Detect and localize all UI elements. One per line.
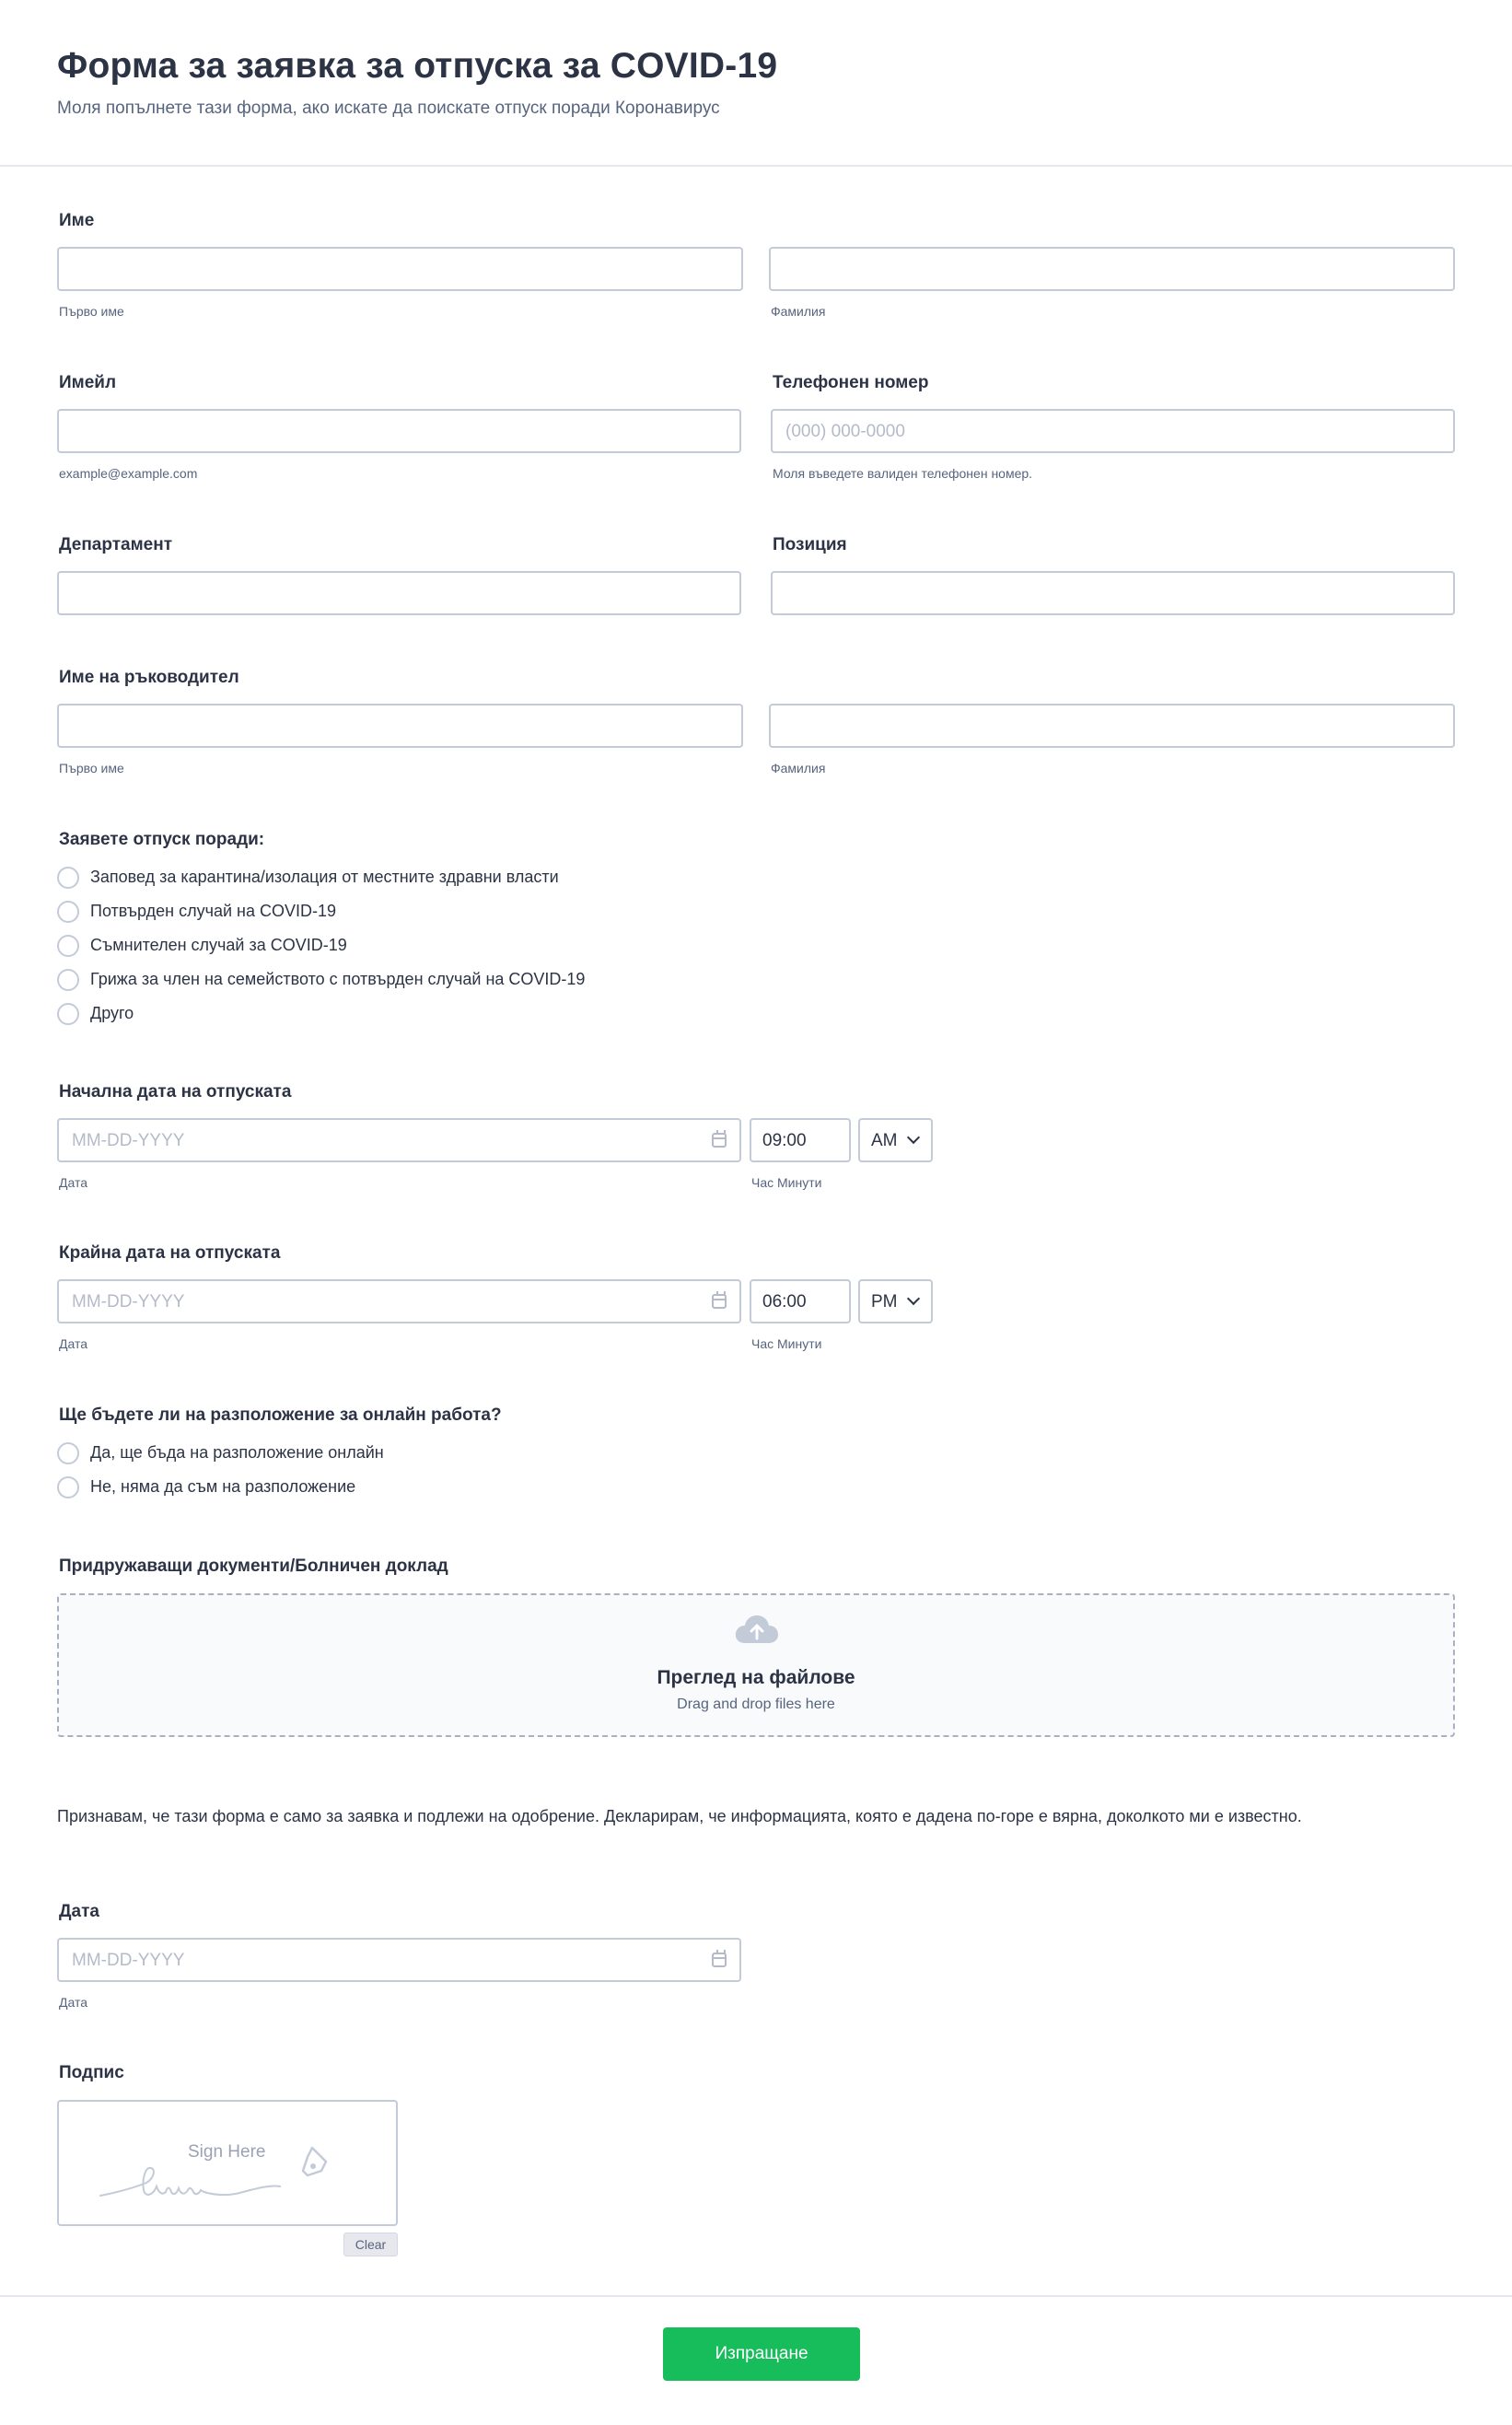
form-title: Форма за заявка за отпуска за COVID-19 xyxy=(57,46,778,86)
radio-button[interactable] xyxy=(57,901,79,923)
manager-first-name-sublabel: Първо име xyxy=(59,761,124,775)
leave-reason-label: Заявете отпуск поради: xyxy=(59,830,265,849)
end-time-input[interactable] xyxy=(750,1279,851,1323)
form-header xyxy=(0,0,1512,167)
sign-date-sublabel: Дата xyxy=(59,1995,88,2010)
end-date-sublabel: Дата xyxy=(59,1336,88,1351)
start-time-input[interactable] xyxy=(750,1118,851,1162)
start-date-input[interactable] xyxy=(57,1118,741,1162)
phone-label: Телефонен номер xyxy=(773,373,929,392)
position-label: Позиция xyxy=(773,535,847,554)
start-ampm-select[interactable] xyxy=(858,1118,933,1162)
end-date-placeholder: MM-DD-YYYY xyxy=(72,1292,185,1312)
leave-reason-option-label: Заповед за карантина/изолация от местните здравни власти xyxy=(90,868,559,886)
manager-last-name-input[interactable] xyxy=(769,704,1455,748)
sign-date-input[interactable] xyxy=(57,1938,741,1982)
manager-label: Име на ръководител xyxy=(59,668,239,687)
position-input[interactable] xyxy=(771,571,1455,615)
calendar-icon[interactable] xyxy=(712,1294,727,1309)
file-upload-dropzone[interactable] xyxy=(57,1593,1455,1737)
leave-reason-option-label: Съмнителен случай за COVID-19 xyxy=(90,936,347,954)
phone-placeholder: (000) 000-0000 xyxy=(785,422,905,441)
end-ampm-value: PM xyxy=(871,1292,898,1312)
upload-subtitle: Drag and drop files here xyxy=(677,1696,835,1712)
last-name-sublabel: Фамилия xyxy=(771,304,826,319)
end-date-label: Крайна дата на отпуската xyxy=(59,1243,281,1263)
calendar-icon[interactable] xyxy=(712,1953,727,1967)
end-time-sublabel: Час Минути xyxy=(751,1336,822,1351)
signature-scribble-icon xyxy=(96,2139,372,2212)
name-label: Име xyxy=(59,211,95,230)
sign-date-placeholder: MM-DD-YYYY xyxy=(72,1951,185,1970)
calendar-icon[interactable] xyxy=(712,1133,727,1148)
signature-label: Подпис xyxy=(59,2063,124,2082)
signature-pad[interactable] xyxy=(57,2100,398,2226)
radio-button[interactable] xyxy=(57,1003,79,1025)
cloud-upload-icon xyxy=(734,1614,780,1645)
start-date-placeholder: MM-DD-YYYY xyxy=(72,1131,185,1150)
start-time-value: 09:00 xyxy=(762,1131,807,1150)
email-label: Имейл xyxy=(59,373,117,392)
start-date-label: Начална дата на отпуската xyxy=(59,1082,292,1102)
manager-first-name-input[interactable] xyxy=(57,704,743,748)
clear-signature-button[interactable]: Clear xyxy=(343,2233,398,2256)
sign-date-label: Дата xyxy=(59,1902,99,1921)
end-time-value: 06:00 xyxy=(762,1292,807,1312)
documents-label: Придружаващи документи/Болничен доклад xyxy=(59,1556,448,1576)
first-name-sublabel: Първо име xyxy=(59,304,124,319)
email-input[interactable] xyxy=(57,409,741,453)
leave-reason-option-label: Друго xyxy=(90,1004,134,1022)
department-label: Департамент xyxy=(59,535,173,554)
phone-sublabel: Моля въведете валиден телефонен номер. xyxy=(773,466,1033,481)
remote-work-label: Ще бъдете ли на разположение за онлайн работа? xyxy=(59,1405,502,1425)
email-sublabel: example@example.com xyxy=(59,466,198,481)
radio-button[interactable] xyxy=(57,969,79,991)
radio-button[interactable] xyxy=(57,1476,79,1498)
phone-input[interactable] xyxy=(771,409,1455,453)
submit-button[interactable]: Изпращане xyxy=(663,2327,860,2381)
declaration-text: Признавам, че тази форма е само за заявка и подлежи на одобрение. Декларирам, че информацията, която е дадена по-горе е вярна, доколкото ми е известно. xyxy=(57,1807,1302,1825)
last-name-input[interactable] xyxy=(769,247,1455,291)
radio-button[interactable] xyxy=(57,867,79,889)
remote-work-option-label: Не, няма да съм на разположение xyxy=(90,1477,356,1496)
form-subtitle: Моля попълнете тази форма, ако искате да поискате отпуск поради Коронавирус xyxy=(57,99,720,118)
department-input[interactable] xyxy=(57,571,741,615)
start-date-sublabel: Дата xyxy=(59,1175,88,1190)
start-ampm-value: AM xyxy=(871,1131,898,1150)
manager-last-name-sublabel: Фамилия xyxy=(771,761,826,775)
start-time-sublabel: Час Минути xyxy=(751,1175,822,1190)
end-date-input[interactable] xyxy=(57,1279,741,1323)
radio-button[interactable] xyxy=(57,1442,79,1464)
first-name-input[interactable] xyxy=(57,247,743,291)
end-ampm-select[interactable] xyxy=(858,1279,933,1323)
radio-button[interactable] xyxy=(57,935,79,957)
leave-reason-option-label: Грижа за член на семейството с потвърден случай на COVID-19 xyxy=(90,970,586,988)
leave-reason-option-label: Потвърден случай на COVID-19 xyxy=(90,902,336,920)
signature-placeholder: Sign Here xyxy=(188,2142,266,2162)
chevron-down-icon xyxy=(907,1131,920,1144)
chevron-down-icon xyxy=(907,1292,920,1305)
upload-title: Преглед на файлове xyxy=(657,1667,855,1688)
remote-work-option-label: Да, ще бъда на разположение онлайн xyxy=(90,1443,384,1462)
